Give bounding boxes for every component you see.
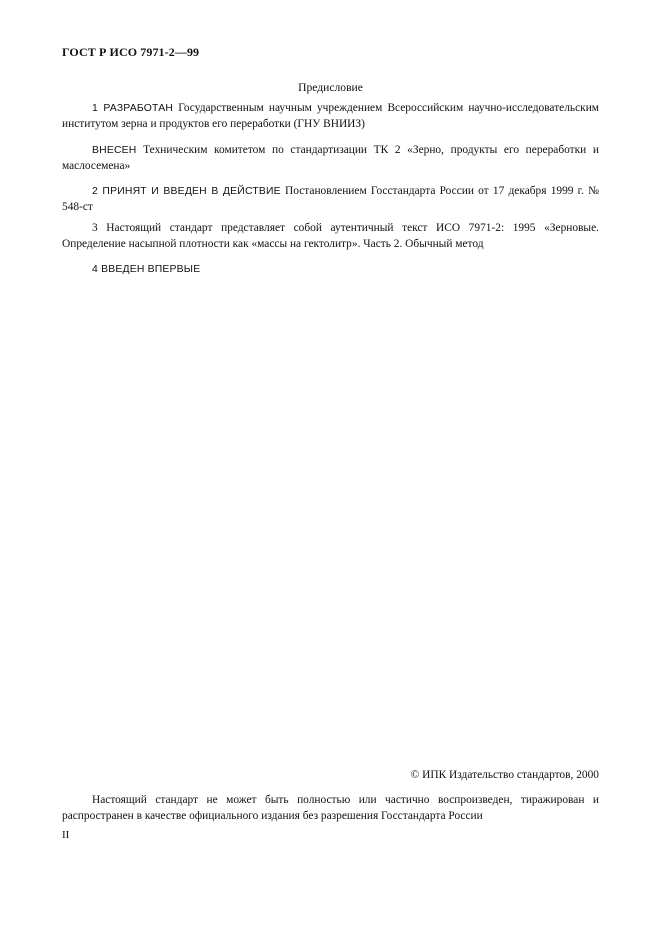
- paragraph-authentic-text: [62, 221, 599, 252]
- paragraph-submitted-by: [62, 143, 599, 174]
- paragraph-first-introduced: [62, 262, 599, 278]
- paragraph-developed-by: [62, 101, 599, 132]
- paragraph-lead-caps: 2 ПРИНЯТ И ВВЕДЕН В ДЕЙСТВИЕ: [92, 186, 281, 197]
- paragraph-text: Государственным научным учреждением Всероссийским научно-исследовательским институтом зерна и продуктов его переработки (ГНУ ВНИИЗ): [62, 102, 600, 130]
- reproduction-notice: Настоящий стандарт не может быть полностью или частично воспроизведен, тиражирован и распространен в качестве официального издания без разрешения Госстандарта России: [62, 794, 599, 822]
- page-number: II: [62, 829, 70, 841]
- copyright-line: © ИПК Издательство стандартов, 2000: [410, 769, 599, 781]
- paragraph-adopted: [62, 184, 599, 215]
- paragraph-lead-caps: ВНЕСЕН: [92, 145, 137, 156]
- paragraph-text: Постановлением Госстандарта России от 17 декабря 1999 г. № 548-ст: [62, 185, 599, 213]
- standard-code-header: ГОСТ Р ИСО 7971-2—99: [62, 45, 200, 59]
- paragraph-text: 3 Настоящий стандарт представляет собой аутентичный текст ИСО 7971-2: 1995 «Зерновые. Определение насыпной плотности как «массы на гектолитр». Часть 2. Обычный метод: [62, 222, 599, 250]
- paragraph-text: Техническим комитетом по стандартизации ТК 2 «Зерно, продукты его переработки и маслосемена»: [62, 144, 599, 172]
- paragraph-lead-caps: 1 РАЗРАБОТАН: [92, 103, 174, 114]
- paragraph-lead-caps: 4 ВВЕДЕН ВПЕРВЫЕ: [92, 264, 201, 275]
- section-title: Предисловие: [298, 81, 363, 94]
